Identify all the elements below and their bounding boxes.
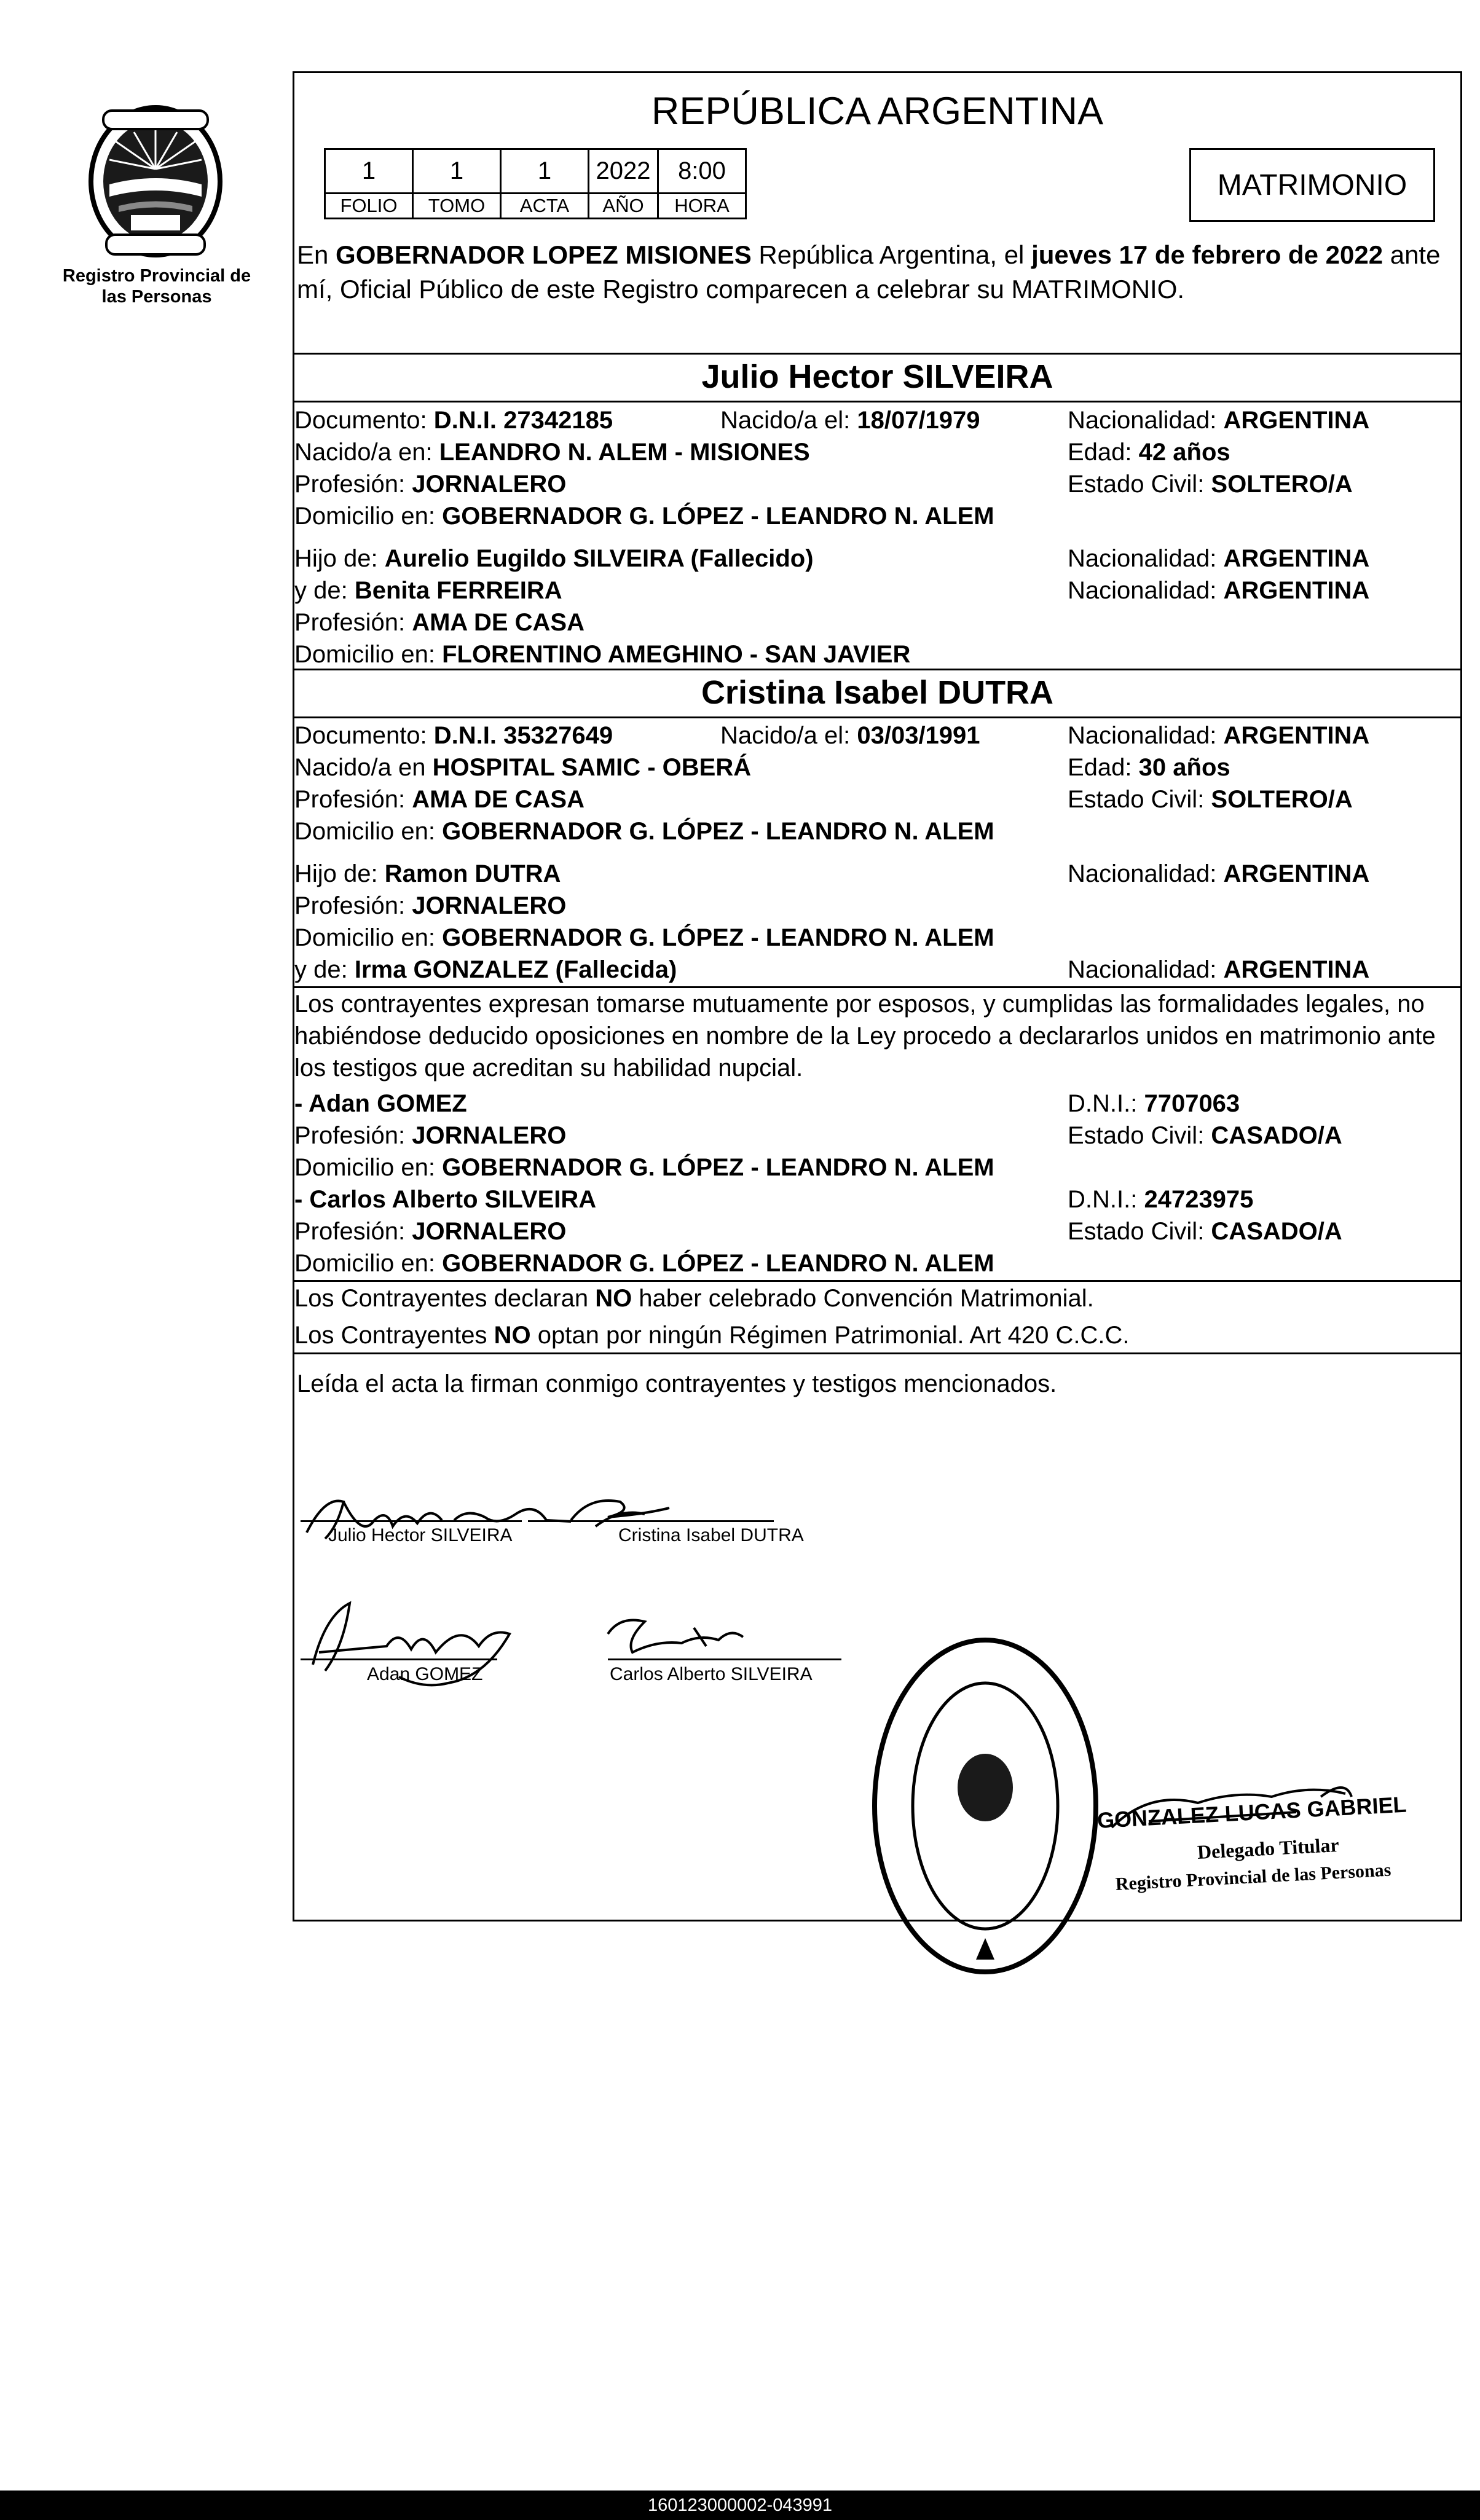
spouse1-father: Hijo de: Aurelio Eugildo SILVEIRA (Fallecido): [294, 545, 814, 572]
spouse1-name: Julio Hector SILVEIRA: [701, 358, 1053, 395]
record-type: MATRIMONIO: [1189, 148, 1435, 222]
spouse1-birthplace: Nacido/a en: LEANDRO N. ALEM - MISIONES: [294, 439, 810, 466]
spouse2-father: Hijo de: Ramon DUTRA: [294, 860, 561, 887]
spouse2-name: Cristina Isabel DUTRA: [701, 674, 1054, 711]
year-label: AÑO: [589, 194, 658, 219]
spouse2-birthdate: Nacido/a el: 03/03/1991: [720, 722, 980, 749]
registration-table: [324, 148, 747, 219]
witness2-name: - Carlos Alberto SILVEIRA: [294, 1186, 597, 1213]
acta-value: 1: [501, 149, 589, 194]
convention-clause: Los Contrayentes declaran NO haber celebrado Convención Matrimonial.: [294, 1285, 1094, 1312]
officer-title: Delegado Titular: [1197, 1833, 1340, 1863]
registry-label: Registro Provincial de las Personas: [62, 266, 251, 307]
declaration-line-1: Los contrayentes expresan tomarse mutuamente por esposos, y cumplidas las formalidades legales, no: [294, 991, 1425, 1018]
spouse1-mother-nationality: Nacionalidad: ARGENTINA: [1068, 577, 1370, 604]
spouse2-father-domicile: Domicilio en: GOBERNADOR G. LÓPEZ - LEANDRO N. ALEM: [294, 924, 994, 951]
witness1-domicile: Domicilio en: GOBERNADOR G. LÓPEZ - LEANDRO N. ALEM: [294, 1154, 994, 1181]
declaration-line-2: habiéndose deducido oposiciones en nombre de la Ley procedo a declararlos unidos en matrimonio ante: [294, 1023, 1436, 1050]
spouse2-mother: y de: Irma GONZALEZ (Fallecida): [294, 956, 677, 983]
folio-label: FOLIO: [325, 194, 413, 219]
spouse1-nationality: Nacionalidad: ARGENTINA: [1068, 407, 1370, 434]
witness2-domicile: Domicilio en: GOBERNADOR G. LÓPEZ - LEANDRO N. ALEM: [294, 1250, 994, 1277]
spouse2-civil-status: Estado Civil: SOLTERO/A: [1068, 786, 1353, 813]
officer-organization: Registro Provincial de las Personas: [1115, 1859, 1392, 1894]
witness1-dni: D.N.I.: 7707063: [1068, 1090, 1240, 1117]
signature-label-witness2: Carlos Alberto SILVEIRA: [610, 1664, 813, 1684]
acta-label: ACTA: [501, 194, 589, 219]
officer-name: GONZALEZ LUCAS GABRIEL: [1096, 1791, 1407, 1833]
spouse2-domicile: Domicilio en: GOBERNADOR G. LÓPEZ - LEANDRO N. ALEM: [294, 818, 994, 845]
year-value: 2022: [589, 149, 658, 194]
folio-value: 1: [325, 149, 413, 194]
signature-label-spouse2: Cristina Isabel DUTRA: [618, 1525, 804, 1545]
tomo-label: TOMO: [413, 194, 501, 219]
witness2-civil-status: Estado Civil: CASADO/A: [1068, 1218, 1342, 1245]
spouse1-father-nationality: Nacionalidad: ARGENTINA: [1068, 545, 1370, 572]
hour-label: HORA: [658, 194, 746, 219]
hour-value: 8:00: [658, 149, 746, 194]
signature-label-witness1: Adan GOMEZ: [367, 1664, 483, 1684]
spouse1-profession: Profesión: JORNALERO: [294, 471, 567, 498]
witness1-name: - Adan GOMEZ: [294, 1090, 467, 1117]
spouse1-birthdate: Nacido/a el: 18/07/1979: [720, 407, 980, 434]
spouse2-document: Documento: D.N.I. 35327649: [294, 722, 613, 749]
document-code: 160123000002-043991: [0, 2491, 1480, 2520]
closing-text: Leída el acta la firman conmigo contrayentes y testigos mencionados.: [297, 1370, 1057, 1397]
spouse1-age: Edad: 42 años: [1068, 439, 1230, 466]
spouse1-civil-status: Estado Civil: SOLTERO/A: [1068, 471, 1353, 498]
witness2-dni: D.N.I.: 24723975: [1068, 1186, 1254, 1213]
spouse2-father-profession: Profesión: JORNALERO: [294, 892, 567, 919]
tomo-value: 1: [413, 149, 501, 194]
spouse2-profession: Profesión: AMA DE CASA: [294, 786, 585, 813]
marriage-certificate: [293, 71, 1462, 1921]
spouse1-parent-domicile: Domicilio en: FLORENTINO AMEGHINO - SAN JAVIER: [294, 641, 911, 668]
spouse1-parent-profession: Profesión: AMA DE CASA: [294, 609, 585, 636]
spouse1-document: Documento: D.N.I. 27342185: [294, 407, 613, 434]
official-stamp: [868, 1628, 1102, 1984]
spouse2-birthplace: Nacido/a en HOSPITAL SAMIC - OBERÁ: [294, 754, 752, 781]
spouse2-age: Edad: 30 años: [1068, 754, 1230, 781]
opening-paragraph: En GOBERNADOR LOPEZ MISIONES República Argentina, el jueves 17 de febrero de 2022 ante mí, Oficial Público de este Registro comparecen a celebrar su MATRIMONIO.: [297, 240, 1441, 304]
witness1-profession: Profesión: JORNALERO: [294, 1122, 567, 1149]
signature-label-spouse1: Julio Hector SILVEIRA: [328, 1525, 513, 1545]
spouse2-mother-nationality: Nacionalidad: ARGENTINA: [1068, 956, 1370, 983]
spouse1-domicile: Domicilio en: GOBERNADOR G. LÓPEZ - LEANDRO N. ALEM: [294, 503, 994, 530]
spouse2-nationality: Nacionalidad: ARGENTINA: [1068, 722, 1370, 749]
spouse1-mother: y de: Benita FERREIRA: [294, 577, 562, 604]
regime-clause: Los Contrayentes NO optan por ningún Régimen Patrimonial. Art 420 C.C.C.: [294, 1322, 1130, 1349]
witness1-civil-status: Estado Civil: CASADO/A: [1068, 1122, 1342, 1149]
province-emblem: [73, 98, 238, 264]
page-title: REPÚBLICA ARGENTINA: [651, 90, 1104, 133]
witness2-profession: Profesión: JORNALERO: [294, 1218, 567, 1245]
spouse2-father-nationality: Nacionalidad: ARGENTINA: [1068, 860, 1370, 887]
declaration-line-3: los testigos que acreditan su habilidad nupcial.: [294, 1054, 803, 1081]
